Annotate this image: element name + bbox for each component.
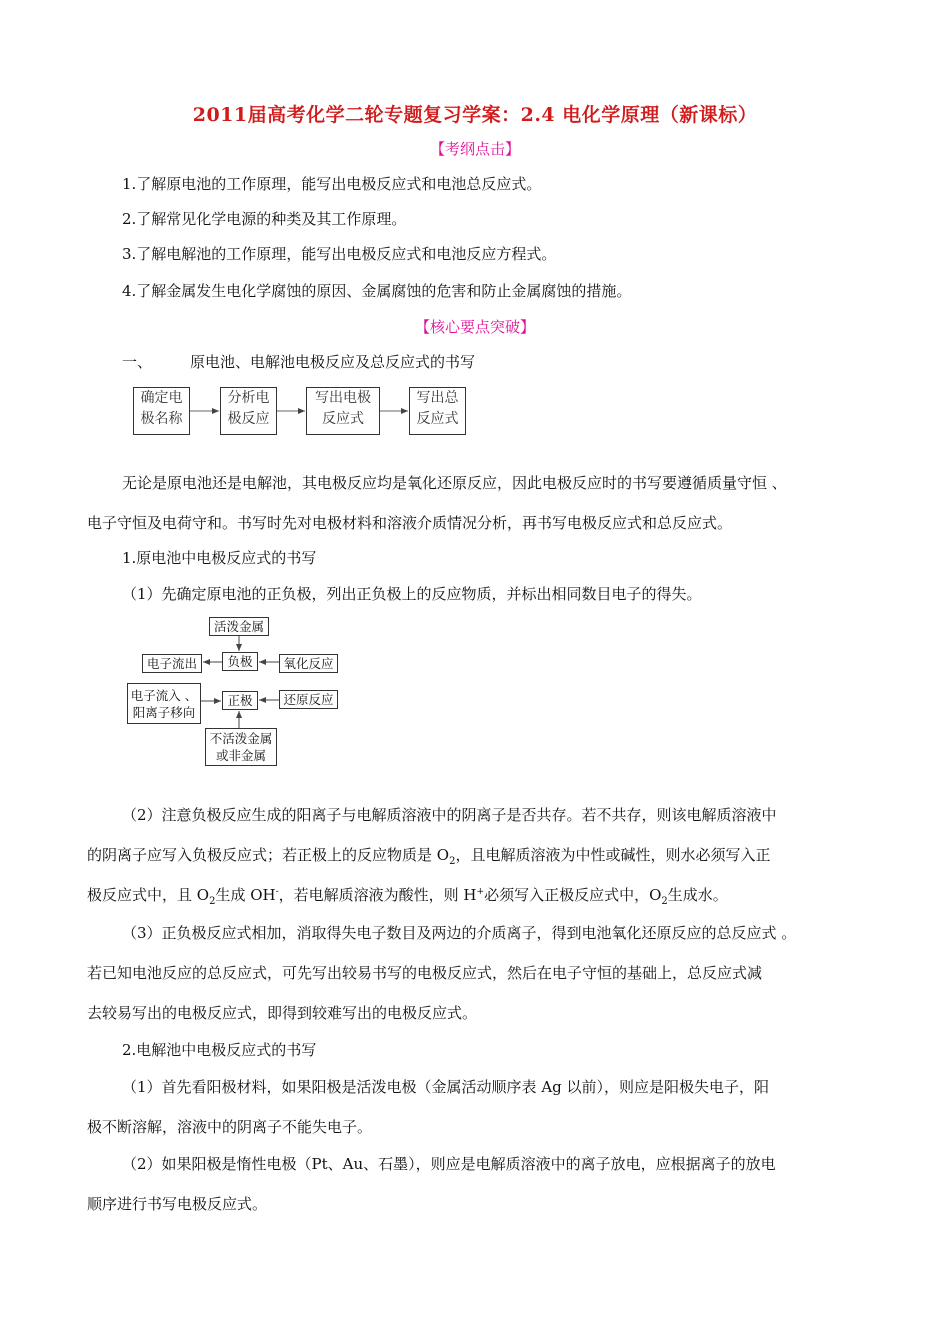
- electrolytic-step-1-line-1: （1）首先看阳极材料，如果阳极是活泼电极（金属活动顺序表 Ag 以前），则应是阳极失电子，阳: [122, 1078, 770, 1096]
- point-4: 4.了解金属发生电化学腐蚀的原因、金属腐蚀的危害和防止金属腐蚀的措施。: [122, 282, 632, 300]
- electrolytic-step-2-line-2: 顺序进行书写电极反应式。: [87, 1195, 268, 1213]
- galvanic-step-1: （1）先确定原电池的正负极，列出正负极上的反应物质，并标出相同数目电子的得失。: [122, 585, 702, 603]
- section-tag-core-points: 【核心要点突破】: [414, 318, 535, 336]
- electrolytic-step-2-line-1: （2）如果阳极是惰性电极（Pt、Au、石墨），则应是电解质溶液中的离子放电，应根据离子的放电: [122, 1155, 776, 1173]
- diagram-box-inactive-metal: 不活泼金属 或非金属: [205, 728, 277, 766]
- galvanic-step-3-line-1: （3）正负极反应式相加，消取得失电子数目及两边的介质离子，得到电池氧化还原反应的总反应式 。: [122, 924, 797, 942]
- point-3: 3.了解电解池的工作原理，能写出电极反应式和电池反应方程式。: [122, 245, 557, 263]
- diagram-box-electron-in: 电子流入 、 阳离子移向: [127, 683, 201, 724]
- paragraph-1-line-1: 无论是原电池还是电解池，其电极反应均是氧化还原反应，因此电极反应时的书写要遵循质量守恒 、: [122, 474, 787, 492]
- electrolytic-step-1-line-2: 极不断溶解，溶液中的阴离子不能失电子。: [87, 1118, 373, 1136]
- diagram-box-positive-electrode: 正极: [222, 691, 258, 710]
- diagram-box-oxidation: 氧化反应: [279, 654, 338, 673]
- subheading-galvanic: 1.原电池中电极反应式的书写: [122, 549, 317, 567]
- diagram-box-negative-electrode: 负极: [222, 652, 258, 671]
- section-1-number: 一、: [122, 353, 153, 371]
- diagram-box-active-metal: 活泼金属: [209, 617, 269, 636]
- point-1: 1.了解原电池的工作原理，能写出电极反应式和电池总反应式。: [122, 175, 542, 193]
- section-1-title: 原电池、电解池电极反应及总反应式的书写: [190, 353, 476, 371]
- point-2: 2.了解常见化学电源的种类及其工作原理。: [122, 210, 407, 228]
- galvanic-step-2-line-2: 的阴离子应写入负极反应式；若正极上的反应物质是 $O_2$，且电解质溶液为中性或碱性，则水必须写入正: [87, 846, 771, 867]
- diagram-box-reduction: 还原反应: [279, 690, 338, 709]
- galvanic-step-2-line-1: （2）注意负极反应生成的阳离子与电解质溶液中的阴离子是否共存。若不共存，则该电解质溶液中: [122, 806, 777, 824]
- paragraph-1-line-2: 电子守恒及电荷守和。书写时先对电极材料和溶液介质情况分析，再书写电极反应式和总反应式。: [87, 514, 733, 532]
- flow-box-determine-electrode: 确定电 极名称: [133, 387, 190, 435]
- flow-box-write-total-equation: 写出总 反应式: [409, 387, 466, 435]
- galvanic-step-3-line-3: 去较易写出的电极反应式，即得到较难写出的电极反应式。: [87, 1004, 478, 1022]
- galvanic-step-3-line-2: 若已知电池反应的总反应式，可先写出较易书写的电极反应式，然后在电子守恒的基础上，总反应式减: [87, 964, 763, 982]
- galvanic-step-2-line-3: 极反应式中，且 $O_2$生成 OH-，若电解质溶液为酸性，则 H+必须写入正极反应式中，$O_2$生成水。: [87, 886, 728, 907]
- flow-box-write-electrode-equation: 写出电极 反应式: [306, 387, 380, 435]
- page-title: 2011届高考化学二轮专题复习学案：2.4 电化学原理（新课标）: [192, 104, 758, 126]
- diagram-box-electron-out: 电子流出: [142, 654, 202, 673]
- section-tag-exam-points: 【考纲点击】: [429, 140, 520, 158]
- subheading-electrolytic: 2.电解池中电极反应式的书写: [122, 1041, 317, 1059]
- flow-box-analyze-reaction: 分析电 极反应: [220, 387, 277, 435]
